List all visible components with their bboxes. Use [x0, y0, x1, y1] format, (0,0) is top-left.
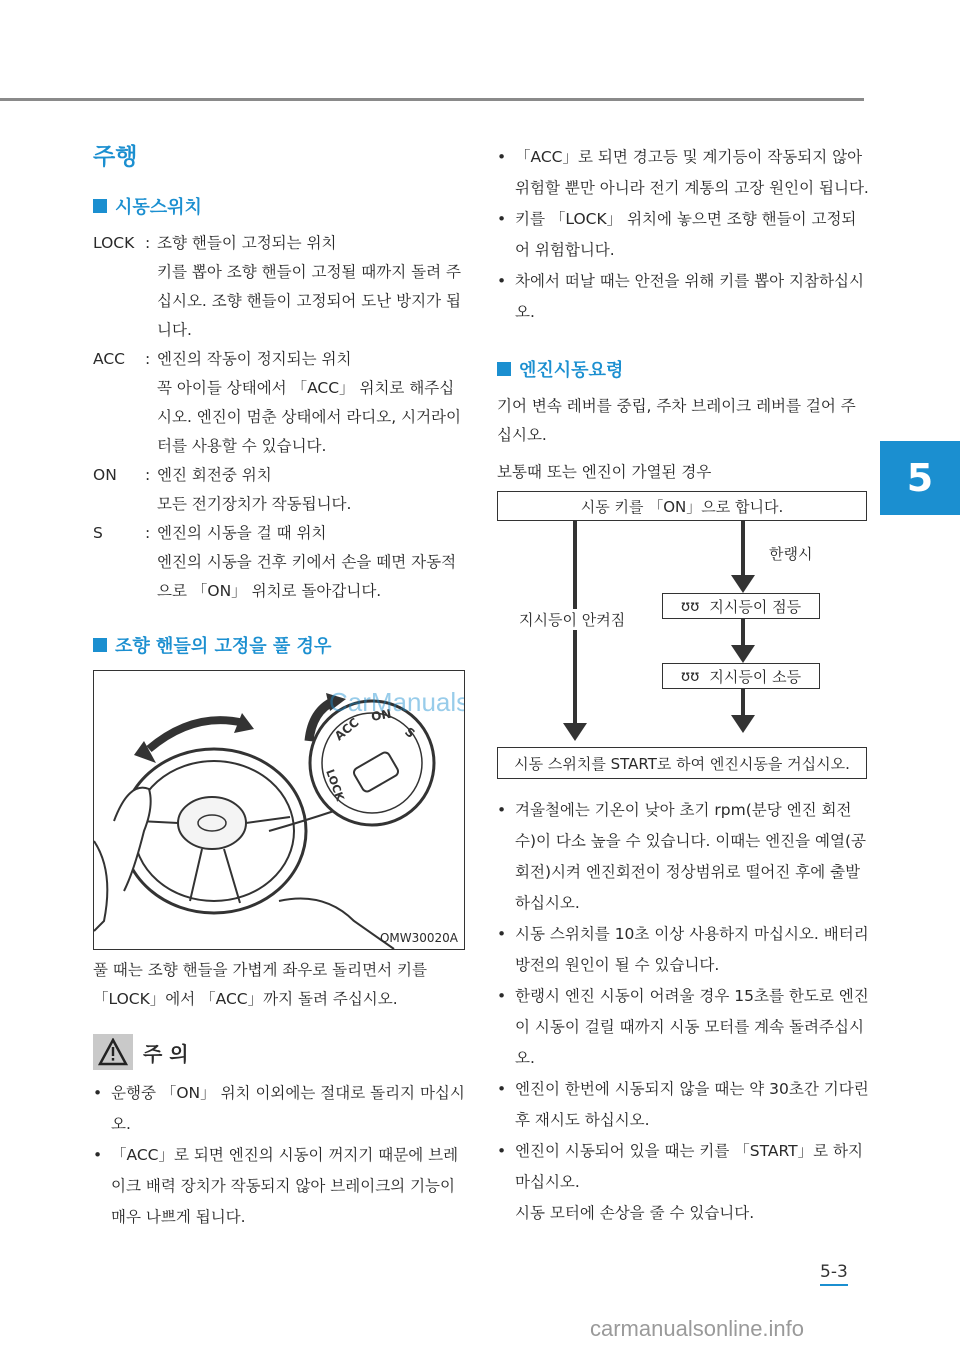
bullet-text: 「ACC」로 되면 경고등 및 계기등이 작동되지 않아 위험할 뿐만 아니라 전기 계통의 고장 원인이 됩니다. [515, 148, 869, 197]
cold-weather-label: 한랭시 [769, 545, 813, 563]
ignition-key-list [93, 229, 465, 606]
section-title: 주행 [93, 144, 138, 170]
steering-desc: 풀 때는 조향 핸들을 가볍게 좌우로 돌리면서 키를 「LOCK」에서 「ACC」까지 돌려 주십시오. [93, 961, 427, 1008]
steering-heading-text: 조향 핸들의 고정을 풀 경우 [115, 636, 332, 657]
ignition-heading-text: 시동스위치 [115, 197, 202, 218]
square-bullet-icon [497, 362, 511, 376]
flow-arrows [497, 491, 869, 781]
flow-indicator-on [662, 593, 820, 619]
steering-figure [93, 670, 465, 950]
glow-plug-icon: ʊʊ [680, 667, 700, 685]
tip-item: • 한랭시 엔진 시동이 어려울 경우 15초를 한도로 엔진이 시동이 걸릴 때까지 시동 모터를 계속 돌려주십시오. [497, 981, 869, 1074]
caution-item: • 「ACC」로 되면 엔진의 시동이 꺼지기 때문에 브레이크 배력 장치가 작동되지 않아 브레이크의 기능이 매우 나쁘게 됩니다. [93, 1140, 465, 1233]
engine-start-heading [497, 356, 869, 382]
right-column [497, 142, 869, 1229]
key-label: ACC [93, 350, 125, 368]
tip-text: 한랭시 엔진 시동이 어려울 경우 15초를 한도로 엔진이 시동이 걸릴 때까지 시동 모터를 계속 돌려주십시오. [515, 987, 869, 1067]
start-position-label: S [402, 724, 418, 741]
left-column [93, 138, 465, 1233]
indicator-out-text: 지시등이 소등 [709, 667, 802, 686]
start-tips-list [497, 795, 869, 1229]
key-label: ON [93, 466, 117, 484]
caution-text: 「ACC」로 되면 엔진의 시동이 꺼지기 때문에 브레이크 배력 장치가 작동되지 않아 브레이크의 기능이 매우 나쁘게 됩니다. [111, 1146, 459, 1226]
indicator-off-label: 지시등이 안켜짐 [519, 611, 626, 629]
key-desc: 엔진의 작동이 정지되는 위치 꼭 아이들 상태에서 「ACC」 위치로 해주십시오. 엔진이 멈춘 상태에서 라디오, 시거라이터를 사용할 수 있습니다. [157, 350, 462, 455]
watermark-text: CarManuals [329, 687, 464, 717]
acc-warning-item: • 「ACC」로 되면 경고등 및 계기등이 작동되지 않아 위험할 뿐만 아니라 전기 계통의 고장 원인이 됩니다. [497, 142, 869, 204]
tip-text: 시동 스위치를 10초 이상 사용하지 마십시오. 배터리 방전의 원인이 될 수 있습니다. [515, 925, 869, 974]
flow-indicator-out [662, 663, 820, 689]
key-desc: 엔진 회전중 위치 모든 전기장치가 작동됩니다. [157, 466, 352, 513]
steering-heading [93, 632, 465, 658]
tip-item: • 엔진이 시동되어 있을 때는 키를 「START」로 하지 마십시오. 시동 모터에 손상을 줄 수 있습니다. [497, 1136, 869, 1229]
engine-start-heading-text: 엔진시동요령 [519, 360, 624, 381]
start-flowchart [497, 491, 869, 781]
square-bullet-icon [93, 638, 107, 652]
on-position-label: ON [370, 706, 393, 724]
tip-text: 엔진이 한번에 시동되지 않을 때는 약 30초간 기다린 후 재시도 하십시오. [515, 1080, 869, 1129]
key-row: ON : 엔진 회전중 위치 모든 전기장치가 작동됩니다. [93, 461, 465, 519]
key-row: LOCK : 조향 핸들이 고정되는 위치 키를 뽑아 조향 핸들이 고정될 때까지 돌려 주십시오. 조향 핸들이 고정되어 도난 방지가 됩니다. [93, 229, 465, 345]
figure-code: OMW30020A [379, 931, 458, 945]
tip-item: • 시동 스위치를 10초 이상 사용하지 마십시오. 배터리 방전의 원인이 될 수 있습니다. [497, 919, 869, 981]
tip-item: • 엔진이 한번에 시동되지 않을 때는 약 30초간 기다린 후 재시도 하십시오. [497, 1074, 869, 1136]
key-removal-item: • 차에서 떠날 때는 안전을 위해 키를 뽑아 지참하십시오. [497, 266, 869, 328]
bullet-text: 키를 「LOCK」 위치에 놓으면 조향 핸들이 고정되어 위험합니다. [515, 210, 857, 259]
engine-start-intro: 기어 변속 레버를 중립, 주차 브레이크 레버를 걸어 주십시오. [497, 397, 856, 444]
key-desc: 조향 핸들이 고정되는 위치 키를 뽑아 조향 핸들이 고정될 때까지 돌려 주십시오. 조향 핸들이 고정되어 도난 방지가 됩니다. [157, 234, 462, 339]
glow-plug-icon: ʊʊ [680, 597, 700, 615]
key-desc: 엔진의 시동을 걸 때 위치 엔진의 시동을 건후 키에서 손을 떼면 자동적으로 「ON」 위치로 돌아갑니다. [157, 524, 457, 600]
caution-header [93, 1034, 465, 1070]
bullet-text: 차에서 떠날 때는 안전을 위해 키를 뽑아 지참하십시오. [515, 272, 864, 321]
caution-item: • 운행중 「ON」 위치 이외에는 절대로 돌리지 마십시오. [93, 1078, 465, 1140]
flow-step-start: 시동 스위치를 START로 하여 엔진시동을 거십시오. [497, 747, 867, 779]
caution-title: 주 의 [143, 1041, 189, 1066]
tip-text: 엔진이 시동되어 있을 때는 키를 「START」로 하지 마십시오. 시동 모터에 손상을 줄 수 있습니다. [515, 1142, 863, 1222]
lock-warning-item: • 키를 「LOCK」 위치에 놓으면 조향 핸들이 고정되어 위험합니다. [497, 204, 869, 266]
key-label: S [93, 524, 103, 542]
acc-position-label: ACC [331, 715, 362, 744]
top-rule [0, 98, 864, 101]
flow-step-key-on: 시동 키를 「ON」으로 합니다. [497, 491, 867, 521]
page-number: 5-3 [820, 1262, 848, 1282]
key-label: LOCK [93, 234, 135, 252]
tip-text: 겨울철에는 기온이 낮아 초기 rpm(분당 엔진 회전수)이 다소 높을 수 있습니다. 이때는 엔진을 예열(공회전)시켜 엔진회전이 정상범위로 떨어진 후에 출발 하십시오. [515, 801, 866, 912]
chapter-tab[interactable]: 5 [880, 441, 960, 515]
steering-wheel-illustration [94, 671, 464, 949]
caution-text: 운행중 「ON」 위치 이외에는 절대로 돌리지 마십시오. [111, 1084, 465, 1133]
indicator-on-text: 지시등이 점등 [709, 597, 802, 616]
ignition-heading [93, 193, 465, 219]
footer-watermark: carmanualsonline.info [590, 1316, 805, 1341]
lock-position-label: LOCK [323, 767, 347, 803]
key-row: ACC : 엔진의 작동이 정지되는 위치 꼭 아이들 상태에서 「ACC」 위치로 해주십시오. 엔진이 멈춘 상태에서 라디오, 시거라이터를 사용할 수 있습니다. [93, 345, 465, 461]
key-row: S : 엔진의 시동을 걸 때 위치 엔진의 시동을 건후 키에서 손을 떼면 자동적으로 「ON」 위치로 돌아갑니다. [93, 519, 465, 606]
warning-triangle-icon [93, 1034, 133, 1070]
square-bullet-icon [93, 199, 107, 213]
tip-item: • 겨울철에는 기온이 낮아 초기 rpm(분당 엔진 회전수)이 다소 높을 수 있습니다. 이때는 엔진을 예열(공회전)시켜 엔진회전이 정상범위로 떨어진 후에 출발 하십시오. [497, 795, 869, 919]
flow-caption: 보통때 또는 엔진이 가열된 경우 [497, 463, 712, 481]
